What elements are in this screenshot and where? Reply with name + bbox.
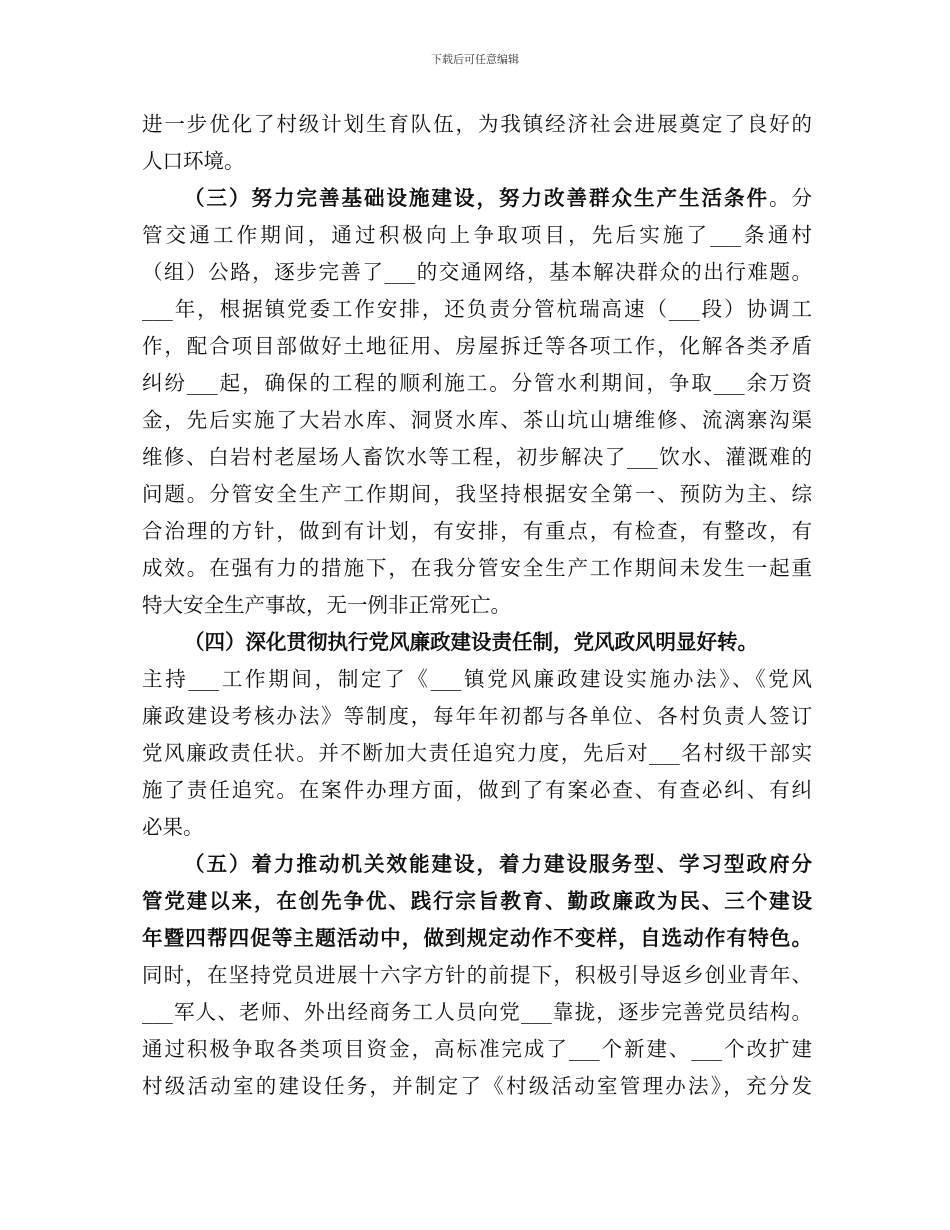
text-line: 维修、白岩村老屋场人畜饮水等工程，初步解决了___饮水、灌溉难的 (142, 445, 812, 469)
text-line: 必果。 (142, 815, 204, 839)
paragraph-1 (142, 106, 812, 180)
text-line: 主持___工作期间，制定了《___镇党风廉政建设实施办法》、《党风 (142, 667, 812, 691)
page-header: 下载后可任意编辑 (431, 53, 519, 66)
text-line: 特大安全生产事故，无一例非正常死亡。 (142, 593, 511, 617)
section-heading: 管党建以来，在创先争优、践行宗旨教育、勤政廉政为民、三个建设 (142, 889, 812, 913)
text-tail: 。分 (769, 186, 812, 210)
section-heading: （四）深化贯彻执行党风廉政建设责任制，党风政风明显好转。 (184, 630, 758, 654)
text-line: 成效。在强有力的措施下，在我分管安全生产工作期间未发生一起重 (142, 556, 812, 580)
text-line: ___军人、老师、外出经商务工人员向党___靠拢，逐步完善党员结构。 (142, 1000, 812, 1024)
text-line: 进一步优化了村级计划生育队伍，为我镇经济社会进展奠定了良好的 (142, 112, 812, 136)
text-line: 纠纷___起，确保的工程的顺利施工。分管水利期间，争取___余万资 (142, 371, 812, 395)
section-heading: （三）努力完善基础设施建设，努力改善群众生产生活条件 (184, 186, 769, 210)
paragraph-5-efficiency (142, 846, 812, 1105)
text-line: 廉政建设考核办法》等制度，每年年初都与各单位、各村负责人签订 (142, 704, 812, 728)
text-line: 管交通工作期间，通过积极向上争取项目，先后实施了___条通村 (142, 223, 812, 247)
text-line: 作，配合项目部做好土地征用、房屋拆迁等各项工作，化解各类矛盾 (142, 334, 812, 358)
paragraph-3-infrastructure (142, 180, 812, 624)
text-line: 村级活动室的建设任务，并制定了《村级活动室管理办法》，充分发 (142, 1074, 812, 1098)
text-line: 同时，在坚持党员进展十六字方针的前提下，积极引导返乡创业青年、 (142, 963, 812, 987)
section-heading: （五）着力推动机关效能建设，着力建设服务型、学习型政府分 (184, 852, 812, 876)
text-line: 金，先后实施了大岩水库、洞贤水库、茶山坑山塘维修、流漓寨沟渠 (142, 408, 812, 432)
text-line: ___年，根据镇党委工作安排，还负责分管杭瑞高速（___段）协调工 (142, 297, 812, 321)
text-line: 人口环境。 (142, 149, 245, 173)
document-body (142, 106, 812, 1105)
text-line: 问题。分管安全生产工作期间，我坚持根据安全第一、预防为主、综 (142, 482, 812, 506)
text-line: 施了责任追究。在案件办理方面，做到了有案必查、有查必纠、有纠 (142, 778, 812, 802)
text-line: （组）公路，逐步完善了___的交通网络，基本解决群众的出行难题。 (142, 260, 812, 284)
section-heading-line (142, 180, 812, 217)
text-line: 通过积极争取各类项目资金，高标准完成了___个新建、___个改扩建 (142, 1037, 812, 1061)
paragraph-4-integrity (142, 624, 812, 846)
text-line: 合治理的方针，做到有计划，有安排，有重点，有检查，有整改，有 (142, 519, 812, 543)
section-heading: 年暨四帮四促等主题活动中，做到规定动作不变样，自选动作有特色。 (142, 926, 812, 950)
text-line: 党风廉政责任状。并不断加大责任追究力度，先后对___名村级干部实 (142, 741, 812, 765)
